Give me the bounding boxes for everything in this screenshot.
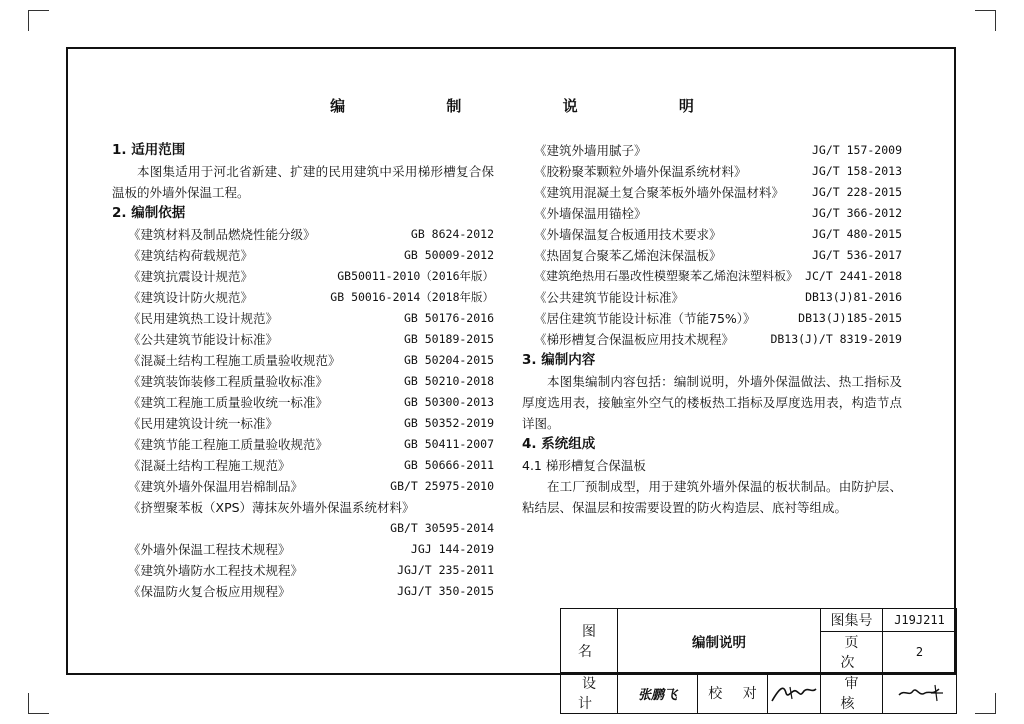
reference-item: 《建筑结构荷载规范》 GB 50009-2012 (128, 248, 494, 263)
right-column (522, 140, 902, 518)
reference-item: 《外墙保温复合板通用技术要求》 JG/T 480-2015 (534, 227, 902, 242)
left-column (112, 140, 494, 602)
reference-list-right (522, 140, 902, 350)
subsection-heading-board: 4.1 梯形槽复合保温板 (522, 458, 646, 473)
scope-paragraph: 本图集适用于河北省新建、扩建的民用建筑中采用梯形槽复合保温板的外墙外保温工程。 (112, 164, 494, 200)
reference-item: 《外墙保温用锚栓》 JG/T 366-2012 (534, 206, 902, 221)
checker-signature (768, 673, 821, 714)
reference-item: 《建筑外墙防水工程技术规程》 JGJ/T 235-2011 (128, 563, 494, 578)
check-label: 校 对 (698, 673, 768, 714)
atlas-no: J19J211 (883, 609, 957, 632)
drawing-name: 编制说明 (618, 609, 821, 673)
system-paragraph: 在工厂预制成型，用于建筑外墙外保温的板状制品。由防护层、粘结层、保温层和按需要设置的防火构造层、底衬等组成。 (522, 479, 902, 515)
reference-item: 《公共建筑节能设计标准》 GB 50189-2015 (128, 332, 494, 347)
reference-item: 《民用建筑热工设计规范》 GB 50176-2016 (128, 311, 494, 326)
reference-item: 《公共建筑节能设计标准》 DB13(J)81-2016 (534, 290, 902, 305)
reviewer-signature (883, 673, 957, 714)
crop-mark-bottom-right (975, 693, 996, 714)
reference-item: 《梯形槽复合保温板应用技术规程》 DB13(J)/T 8319-2019 (534, 332, 902, 347)
reference-item: 《建筑工程施工质量验收统一标准》 GB 50300-2013 (128, 395, 494, 410)
reference-item: 《建筑节能工程施工质量验收规范》 GB 50411-2007 (128, 437, 494, 452)
section-heading-scope: 1. 适用范围 (112, 142, 186, 158)
atlas-no-label: 图集号 (821, 609, 883, 632)
title-block (560, 608, 957, 714)
reference-item: 《胶粉聚苯颗粒外墙外保温系统材料》 JG/T 158-2013 (534, 164, 902, 179)
reference-item: 《建筑抗震设计规范》 GB50011-2010（2016年版） (128, 269, 494, 284)
reference-item: 《居住建筑节能设计标准（节能75%）》 DB13(J)185-2015 (534, 311, 902, 326)
content-paragraph: 本图集编制内容包括：编制说明，外墙外保温做法、热工指标及厚度选用表，接触室外空气的楼板热工指标及厚度选用表，构造节点详图。 (522, 374, 902, 431)
page-label: 页 次 (821, 632, 883, 673)
reference-item-long: 《挤塑聚苯板（XPS）薄抹灰外墙外保温系统材料》 (128, 500, 415, 515)
section-heading-system: 4. 系统组成 (522, 436, 596, 452)
designer-signature (618, 673, 698, 714)
design-label: 设 计 (561, 673, 618, 714)
reference-item: 《建筑绝热用石墨改性模塑聚苯乙烯泡沫塑料板》 JC/T 2441-2018 (534, 269, 902, 283)
reference-item: 《混凝土结构工程施工规范》 GB 50666-2011 (128, 458, 494, 473)
signature-image (895, 683, 945, 703)
page-title: 编 制 说 明 (330, 97, 742, 115)
reference-item: 《建筑设计防火规范》 GB 50016-2014（2018年版） (128, 290, 494, 305)
section-heading-content: 3. 编制内容 (522, 352, 596, 368)
designer-name: 张鹏飞 (637, 687, 677, 703)
reference-item: 《建筑外墙外保温用岩棉制品》 GB/T 25975-2010 (128, 479, 494, 494)
page-no: 2 (883, 632, 957, 673)
reference-item: 《建筑外墙用腻子》 JG/T 157-2009 (534, 143, 902, 158)
reference-item-long-code: GB/T 30595-2014 (390, 521, 494, 535)
reference-list-left (112, 224, 494, 602)
review-label: 审 核 (821, 673, 883, 714)
reference-item: 《民用建筑设计统一标准》 GB 50352-2019 (128, 416, 494, 431)
crop-mark-top-right (975, 10, 996, 31)
reference-item: 《热固复合聚苯乙烯泡沫保温板》 JG/T 536-2017 (534, 248, 902, 263)
crop-mark-top-left (28, 10, 49, 31)
reference-item: 《混凝土结构工程施工质量验收规范》 GB 50204-2015 (128, 353, 494, 368)
reference-item: 《外墙外保温工程技术规程》 JGJ 144-2019 (128, 542, 494, 557)
crop-mark-bottom-left (28, 693, 49, 714)
reference-item: 《保温防火复合板应用规程》 JGJ/T 350-2015 (128, 584, 494, 599)
section-heading-basis: 2. 编制依据 (112, 205, 186, 221)
reference-item: 《建筑材料及制品燃烧性能分级》 GB 8624-2012 (128, 227, 494, 242)
reference-item: 《建筑装饰装修工程质量验收标准》 GB 50210-2018 (128, 374, 494, 389)
reference-item: 《建筑用混凝土复合聚苯板外墙外保温材料》 JG/T 228-2015 (534, 185, 902, 200)
drawing-name-label: 图 名 (561, 609, 618, 673)
signature-image (770, 683, 818, 703)
